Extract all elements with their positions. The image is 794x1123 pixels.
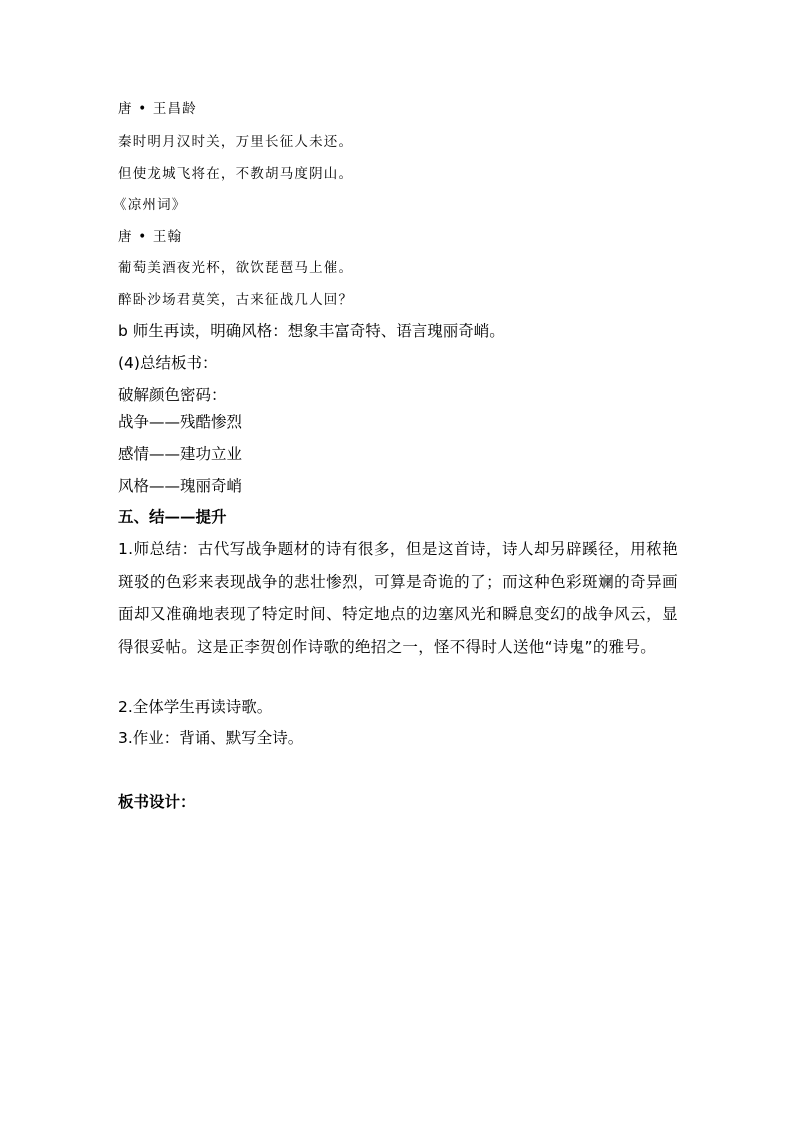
summary-paragraph: 1.师总结：古代写战争题材的诗有很多，但是这首诗，诗人却另辟蹊径，用秾艳斑驳的色彩来表现战争的悲壮惨烈，可算是奇诡的了；而这种色彩斑斓的奇异画面却又准确地表现了特定时间、特定地点的边塞风光和瞬息变幻的战争风云，显得很妥帖。这是正李贺创作诗歌的绝招之一，怪不得时人送他“诗鬼”的雅号。 <box>118 540 678 656</box>
poem1-author: 唐 • 王昌龄 <box>118 101 197 117</box>
section5-heading: 五、结——提升 <box>118 507 227 526</box>
poem2-line2: 醉卧沙场君莫笑，古来征战几人回？ <box>118 292 354 308</box>
poem1-line2: 但使龙城飞将在，不教胡马度阴山。 <box>118 166 354 182</box>
summary-feeling: 感情——建功立业 <box>118 445 243 463</box>
item2-text: 2.全体学生再读诗歌。 <box>118 698 273 716</box>
item3-text: 3.作业：背诵、默写全诗。 <box>118 729 304 747</box>
poem2-title: 《凉州词》 <box>113 197 187 213</box>
step-4-text: (4)总结板书： <box>118 354 218 372</box>
summary-war: 战争——残酷惨烈 <box>118 413 243 431</box>
step-b-text: b 师生再读，明确风格：想象丰富奇特、语言瑰丽奇峭。 <box>118 322 505 340</box>
poem2-line1: 葡萄美酒夜光杯，欲饮琵琶马上催。 <box>118 260 354 276</box>
summary-style: 风格——瑰丽奇峭 <box>118 477 243 495</box>
poem1-line1: 秦时明月汉时关，万里长征人未还。 <box>118 134 354 150</box>
poem2-author: 唐 • 王翰 <box>118 229 183 245</box>
board-design-heading: 板书设计： <box>118 792 196 811</box>
summary-title: 破解颜色密码： <box>118 386 227 404</box>
